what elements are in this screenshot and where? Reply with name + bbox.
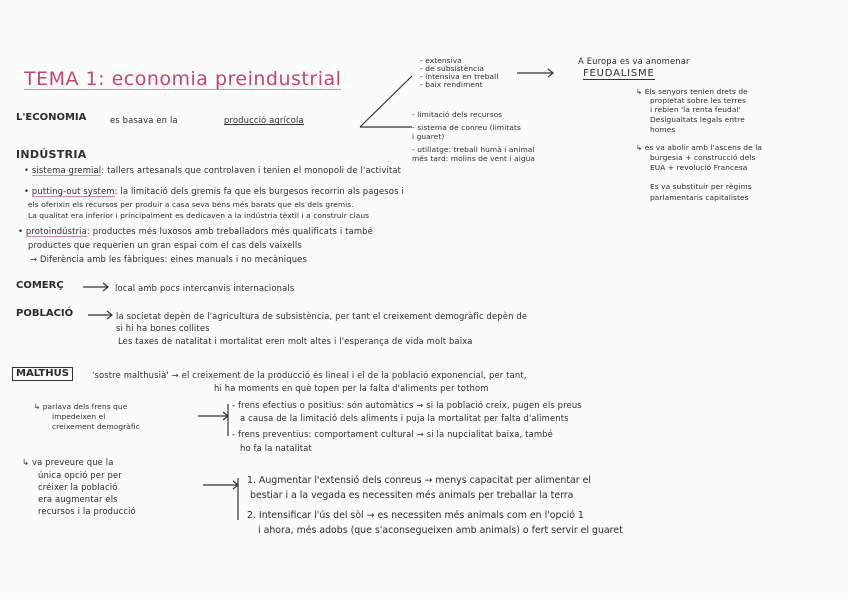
europe-line: A Europa es va anomenar (578, 56, 690, 66)
list-item: homes (650, 125, 676, 134)
list-item: i rebien 'la renta feudal' (650, 105, 741, 114)
list-item: Desigualtats legals entre (650, 115, 745, 124)
page-title: TEMA 1: economia preindustrial (24, 68, 342, 90)
commerce-text: local amb pocs intercanvis internacionals (115, 283, 295, 293)
list-item: 2. Intensificar l'ús del sòl → es necessiten més animals com en l'opció 1 (247, 510, 584, 521)
list-item: i ahora, més adobs (que s'aconsegueixen amb animals) o fert servir el guaret (258, 525, 623, 536)
list-item: impedeixen el (52, 412, 106, 421)
list-item: era augmentar els (38, 494, 118, 504)
gremial-text: : tallers artesanals que controlaven i tenien el monopoli de l'activitat (101, 165, 402, 175)
list-item: - extensiva (420, 56, 462, 65)
list-item: ↳ es va abolir amb l'ascens de la (636, 143, 762, 152)
malthus-line: hi ha moments en què topen per la falta d'aliments per tothom (214, 383, 489, 393)
list-item: propietat sobre les terres (650, 96, 746, 105)
list-item: única opció per per (38, 470, 122, 480)
commerce-label: COMERÇ (16, 280, 64, 291)
list-item: Es va substituir per règims (650, 182, 752, 191)
list-item: 1. Augmentar l'extensió dels conreus → menys capacitat per alimentar el (247, 475, 591, 486)
list-item: recursos i la producció (38, 506, 136, 516)
list-item: burgesia + construcció dels (650, 153, 756, 162)
population-line: la societat depèn de l'agricultura de subsistència, per tant el creixement demogràfic depèn de (116, 311, 528, 321)
malthus-label: MALTHUS (12, 367, 73, 381)
list-item: - frens preventius: comportament cultural → si la nupcialitat baixa, també (232, 429, 553, 439)
list-item: creixement demogràfic (52, 422, 140, 431)
proto-line: productes que requerien un gran espai com el cas dels vaixells (28, 240, 302, 250)
list-item: - de subsistència (420, 64, 485, 73)
list-item: - baix rendiment (420, 80, 483, 89)
list-item: parlamentaris capitalistes (650, 193, 749, 202)
population-line: Les taxes de natalitat i mortalitat eren molt altes i l'esperança de vida molt baixa (118, 336, 473, 346)
proto-label: protoindústria (25, 226, 87, 236)
list-item: a causa de la limitació dels aliments i puja la mortalitat per falta d'aliments (240, 413, 569, 423)
putting-row: • putting-out system: la limitació dels gremis fa que els burgesos recorrin als pagesos i (24, 186, 404, 196)
malthus-line: 'sostre malthusià' → el creixement de la producció és lineal i el de la població exponencial, per tant, (92, 370, 527, 380)
putting-line: els oferixin els recursos per produir a casa seva béns més barats que els dels gremis. (28, 200, 354, 209)
economy-underlined: producció agrícola (224, 115, 304, 125)
list-item: i guaret) (412, 132, 445, 141)
proto-row: • protoindústria: productes més luxosos amb treballadors més qualificats i també (18, 226, 373, 236)
arrow-to-characteristics (360, 76, 412, 127)
list-item: ↳ parlava dels frens que (34, 402, 128, 411)
list-item: EUA + revolució Francesa (650, 163, 748, 172)
industry-heading: INDÚSTRIA (16, 148, 87, 161)
list-item: ↳ Els senyors tenien drets de (636, 87, 748, 96)
list-item: - frens efectius o positius: són automàtics → si la població creix, pugen els preus (232, 400, 582, 410)
list-item: - utillatge: treball humà i animal (412, 145, 535, 154)
economy-text: es basava en la (110, 115, 178, 125)
proto-line: : productes més luxosos amb treballadors més qualificats i també (86, 226, 373, 236)
putting-line: La qualitat era inferior i principalment es dedicaven a la indústria tèxtil i a construir claus (28, 211, 370, 220)
population-label: POBLACIÓ (16, 308, 74, 319)
putting-label: putting-out system (31, 186, 115, 196)
list-item: - intensiva en treball (420, 72, 499, 81)
list-item: - limitació dels recursos (412, 110, 503, 119)
list-item: - sistema de conreu (limitats (412, 123, 521, 132)
list-item: ↳ va preveure que la (22, 457, 114, 467)
proto-line: → Diferència amb les fàbriques: eines manuals i no mecàniques (30, 254, 307, 264)
list-item: bestiar i a la vegada es necessiten més animals per treballar la terra (250, 490, 574, 501)
list-item: més tard: molins de vent i aigua (412, 154, 536, 163)
putting-line: : la limitació dels gremis fa que els burgesos recorrin als pagesos i (114, 186, 404, 196)
population-line: si hi ha bones collites (116, 323, 210, 333)
list-item: ho fa la natalitat (240, 443, 312, 453)
feudalism-term: FEUDALISME (583, 68, 655, 79)
gremial-row: • sistema gremial: tallers artesanals que controlaven i tenien el monopoli de l'activitat (24, 165, 402, 175)
economy-label: L'ECONOMIA (16, 112, 87, 123)
gremial-label: sistema gremial (31, 165, 102, 175)
list-item: créixer la població (38, 482, 118, 492)
